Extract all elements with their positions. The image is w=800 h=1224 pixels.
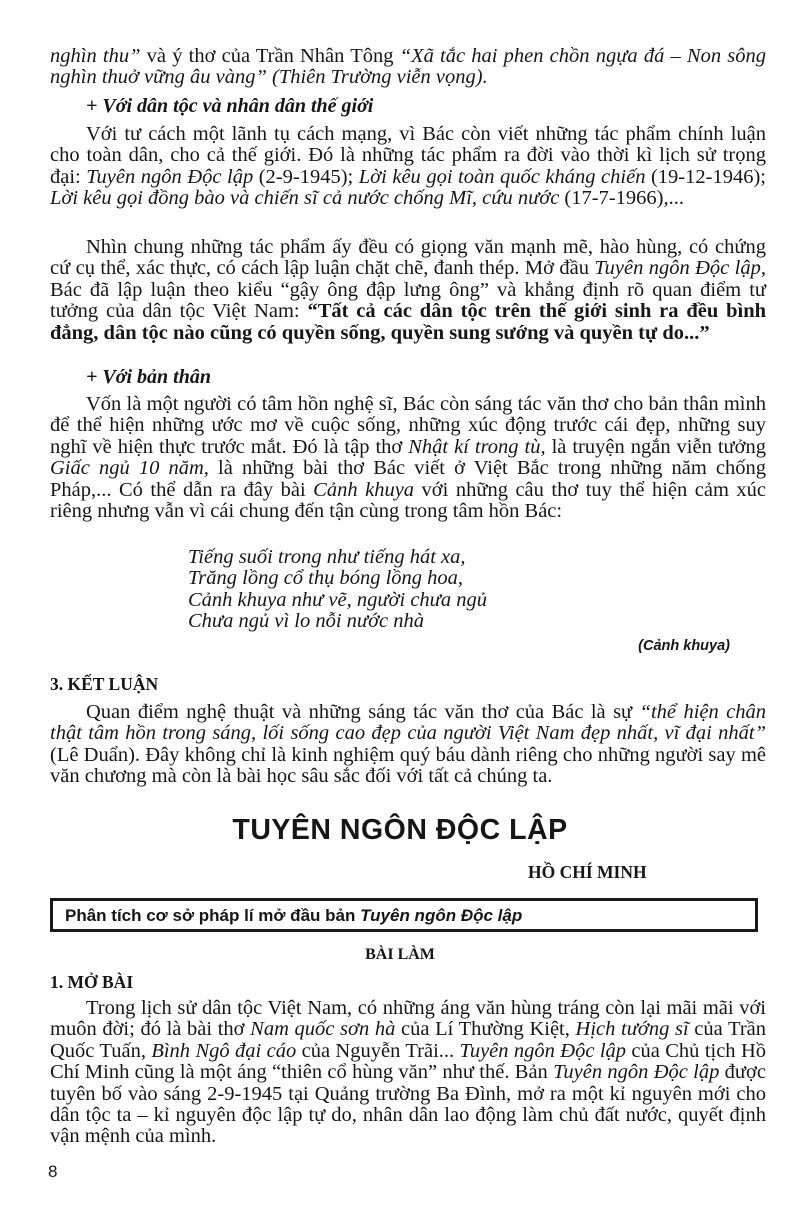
work-title: Tuyên ngôn Độc lập	[553, 1061, 720, 1084]
text-run: là những bài thơ Bác viết ở Việt Bắc trong những năm chống Pháp,... Có thể dẫn ra đây bài	[50, 457, 767, 501]
work-title: Nam quốc sơn hà	[250, 1018, 396, 1041]
text-run: (17-7-1966),...	[559, 187, 684, 210]
text-run: Nhìn chung những tác phẩm ấy đều có giọng văn mạnh mẽ, hào hùng, có chứng cứ cụ thể, xác thực, có cách lập luận chặt chẽ, đanh thép. Mở đầu	[50, 236, 766, 280]
text-run: (19-12-1946);	[645, 165, 766, 188]
le-duan-quote: “thể hiện chân thật tâm hồn trong sáng, lối sống cao đẹp của người Việt Nam đẹp nhất, vĩ đại nhất”	[50, 701, 766, 745]
text-run: Bác đã lập luận theo kiểu “gậy ông đập lưng ông” và khẳng định rõ quan điểm tư tưởng của dân tộc Việt Nam:	[50, 278, 766, 323]
conclusion-heading: 3. KẾT LUẬN	[50, 674, 159, 694]
section-heading-world: + Với dân tộc và nhân dân thế giới	[86, 95, 374, 117]
text-run: Vốn là một người có tâm hồn nghệ sĩ, Bác còn sáng tác văn thơ cho bản thân mình để thể hiện những ước mơ về cuộc sống, những xúc động trước cái đẹp, những suy nghĩ về hiện thực trước mắt. Đó là tập thơ	[50, 393, 766, 458]
topic-text: Phân tích cơ sở pháp lí mở đầu bản	[65, 906, 361, 925]
poem-line: Tiếng suối trong như tiếng hát xa,	[188, 546, 466, 568]
text-run: của Lí Thường Kiệt,	[395, 1018, 576, 1041]
poem-source: (Cảnh khuya)	[638, 638, 730, 654]
text-run: (2-9-1945);	[253, 165, 359, 188]
page-number: 8	[48, 1162, 58, 1181]
text-run: là truyện ngắn viễn tưởng	[545, 435, 766, 458]
poem-canh-khuya	[188, 547, 588, 633]
work-title: Lời kêu gọi toàn quốc kháng chiến	[358, 165, 646, 188]
text-run: với những câu thơ tuy thể hiện cảm xúc riêng nhưng vẫn vì cái chung đến tận cùng trong tâm hồn Bác:	[50, 478, 766, 523]
work-title-heading: TUYÊN NGÔN ĐỘC LẬP	[232, 814, 568, 846]
intro-heading: 1. MỞ BÀI	[50, 972, 134, 992]
essay-label: BÀI LÀM	[365, 946, 435, 963]
work-title: Hịch tướng sĩ	[575, 1018, 689, 1041]
text-run: của Trần Quốc Tuấn,	[50, 1018, 766, 1062]
work-title: Giấc ngủ 10 năm,	[50, 457, 209, 480]
poem-quote: “Xã tắc hai phen chồn ngựa đá – Non sông nghìn thuở vững âu vàng” (Thiên Trường viễn vọng).	[50, 45, 767, 89]
paragraph-conclusion	[50, 702, 766, 788]
text-run: của Nguyễn Trãi...	[296, 1039, 460, 1062]
paragraph-self-1	[50, 394, 766, 522]
work-title: Tuyên ngôn Độc lập	[86, 165, 254, 188]
quote-fragment: nghìn thu”	[50, 45, 141, 67]
essay-topic-box	[50, 898, 758, 932]
work-title: Cảnh khuya	[313, 478, 415, 501]
work-title: Tuyên ngôn Độc lập,	[594, 257, 767, 280]
text-run: và ý thơ của Trần Nhân Tông	[140, 45, 400, 67]
section-heading-self: + Với bản thân	[86, 366, 211, 388]
work-title: Nhật kí trong tù,	[408, 435, 546, 458]
poem-line: Trăng lồng cổ thụ bóng lồng hoa,	[188, 567, 464, 590]
text-run: được tuyên bố vào sáng 2-9-1945 tại Quảng trường Ba Đình, mở ra một kỉ nguyên mới cho dân tộc ta – kỉ nguyên độc lập tự do, nhân dân lao động làm chủ đất nước, quyết định vận mệnh của mình.	[50, 1061, 766, 1148]
poem-line: Cảnh khuya như vẽ, người chưa ngủ	[188, 588, 487, 611]
text-run: (Lê Duẩn). Đây không chỉ là kinh nghiệm quý báu dành riêng cho những người say mê văn chương mà còn là bài học sâu sắc đối với tất cả chúng ta.	[50, 743, 766, 788]
text-run: Trong lịch sử dân tộc Việt Nam, có những áng văn hùng tráng còn lại mãi mãi với muôn đời; đó là bài thơ	[50, 997, 766, 1041]
text-run: Với tư cách một lãnh tụ cách mạng, vì Bác còn viết những tác phẩm chính luận cho toàn dân, cho cả thế giới. Đó là những tác phẩm ra đời vào thời kì lịch sử trọng đại:	[50, 123, 766, 188]
declaration-quote: “Tất cả các dân tộc trên thế giới sinh ra đều bình đẳng, dân tộc nào cũng có quyền sống, quyền sung sướng và quyền tự do...”	[50, 300, 766, 344]
text-run: của Chủ tịch Hồ Chí Minh cũng là một áng “thiên cổ hùng văn” như thế. Bản	[50, 1039, 767, 1084]
author-name: HỒ CHÍ MINH	[528, 862, 647, 882]
paragraph-world-2	[50, 237, 766, 344]
topic-work-title: Tuyên ngôn Độc lập	[360, 906, 523, 925]
text-run: Quan điểm nghệ thuật và những sáng tác văn thơ của Bác là sự	[86, 701, 640, 723]
work-title: Tuyên ngôn Độc lập	[459, 1039, 627, 1062]
poem-line: Chưa ngủ vì lo nỗi nước nhà	[188, 610, 425, 633]
paragraph-intro	[50, 998, 766, 1148]
top-fragment	[50, 46, 766, 89]
paragraph-world-1	[50, 124, 766, 210]
work-title: Lời kêu gọi đồng bào và chiến sĩ cả nước chống Mĩ, cứu nước	[50, 187, 560, 210]
work-title: Bình Ngô đại cáo	[151, 1039, 297, 1062]
